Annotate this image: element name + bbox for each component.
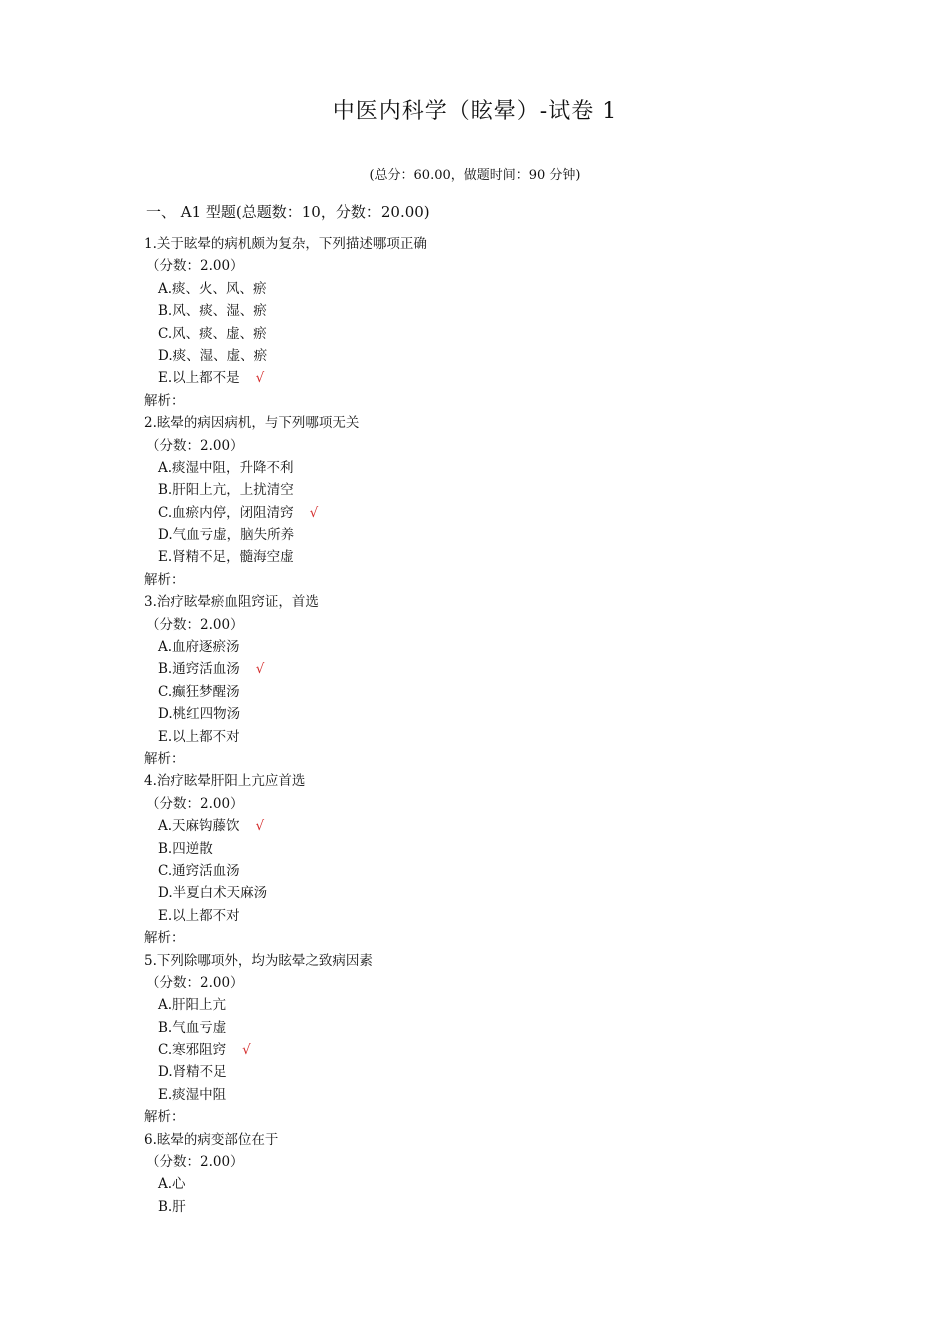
answer-option-text: C.寒邪阻窍 bbox=[158, 1042, 227, 1059]
answer-option bbox=[144, 726, 844, 748]
question-score: （分数：2.00） bbox=[146, 616, 244, 633]
answer-option-text: B.四逆散 bbox=[158, 840, 213, 857]
answer-option-text: E.以上都不对 bbox=[158, 728, 240, 745]
answer-option bbox=[144, 815, 844, 837]
answer-option bbox=[144, 882, 844, 904]
answer-option bbox=[144, 479, 844, 501]
answer-option bbox=[144, 323, 844, 345]
answer-option-text: A.痰、火、风、瘀 bbox=[158, 280, 267, 297]
answer-option-text: A.心 bbox=[158, 1176, 186, 1193]
question-score: （分数：2.00） bbox=[146, 258, 244, 275]
analysis-label: 解析： bbox=[144, 392, 185, 409]
correct-check-icon: √ bbox=[255, 370, 265, 387]
answer-option-text: D.半夏白术天麻汤 bbox=[158, 885, 268, 902]
answer-option-text: C.癫狂梦醒汤 bbox=[158, 683, 240, 700]
analysis-label: 解析： bbox=[144, 1109, 185, 1126]
answer-option bbox=[144, 524, 844, 546]
answer-option bbox=[144, 457, 844, 479]
answer-option bbox=[144, 838, 844, 860]
question-stem: 3.治疗眩晕瘀血阻窍证，首选 bbox=[144, 594, 319, 611]
answer-option-text: A.天麻钩藤饮 bbox=[158, 818, 240, 835]
answer-option bbox=[144, 905, 844, 927]
answer-option bbox=[144, 367, 844, 389]
answer-option bbox=[144, 658, 844, 680]
question-score: （分数：2.00） bbox=[146, 795, 244, 812]
answer-option-text: E.以上都不是 bbox=[158, 370, 240, 387]
question-score: （分数：2.00） bbox=[146, 437, 244, 454]
question-stem: 1.关于眩晕的病机颇为复杂，下列描述哪项正确 bbox=[144, 236, 427, 252]
answer-option-text: A.肝阳上亢 bbox=[158, 997, 227, 1014]
answer-option bbox=[144, 1084, 844, 1106]
answer-option-text: A.血府逐瘀汤 bbox=[158, 639, 240, 656]
answer-option-text: D.桃红四物汤 bbox=[158, 706, 241, 723]
answer-option bbox=[144, 345, 844, 367]
answer-option-text: B.气血亏虚 bbox=[158, 1019, 227, 1036]
answer-option bbox=[144, 860, 844, 882]
analysis-label: 解析： bbox=[144, 750, 185, 767]
answer-option bbox=[144, 1061, 844, 1083]
question-list bbox=[144, 233, 844, 1218]
answer-option bbox=[144, 636, 844, 658]
answer-option-text: D.痰、湿、虚、瘀 bbox=[158, 347, 268, 364]
answer-option-text: E.以上都不对 bbox=[158, 907, 240, 924]
page-title: 中医内科学（眩晕）-试卷 1 bbox=[332, 99, 618, 124]
answer-option-text: D.气血亏虚，脑失所养 bbox=[158, 527, 295, 544]
answer-option-text: B.肝 bbox=[158, 1198, 186, 1215]
correct-check-icon: √ bbox=[309, 504, 319, 521]
answer-option-text: B.肝阳上亢，上扰清空 bbox=[158, 482, 294, 499]
answer-option bbox=[144, 681, 844, 703]
answer-option bbox=[144, 1039, 844, 1061]
correct-check-icon: √ bbox=[255, 661, 265, 678]
question-score: （分数：2.00） bbox=[146, 974, 244, 991]
analysis-label: 解析： bbox=[144, 930, 185, 947]
answer-option-text: A.痰湿中阻，升降不利 bbox=[158, 459, 294, 476]
question-stem: 2.眩晕的病因病机，与下列哪项无关 bbox=[144, 415, 360, 432]
answer-option bbox=[144, 300, 844, 322]
answer-option-text: E.肾精不足，髓海空虚 bbox=[158, 549, 294, 566]
answer-option bbox=[144, 278, 844, 300]
question-block bbox=[144, 1129, 844, 1219]
question-block bbox=[144, 233, 844, 412]
question-block bbox=[144, 950, 844, 1129]
answer-option-text: E.痰湿中阻 bbox=[158, 1086, 227, 1103]
correct-check-icon: √ bbox=[255, 818, 265, 835]
answer-option bbox=[144, 994, 844, 1016]
exam-meta-text: (总分：60.00，做题时间：90 分钟) bbox=[369, 168, 581, 183]
answer-option bbox=[144, 703, 844, 725]
answer-option-text: B.通窍活血汤 bbox=[158, 661, 240, 678]
exam-meta bbox=[0, 164, 950, 183]
answer-option-text: C.血瘀内停，闭阻清窍 bbox=[158, 504, 294, 521]
correct-check-icon: √ bbox=[242, 1042, 251, 1059]
answer-option-text: C.风、痰、虚、瘀 bbox=[158, 325, 267, 342]
question-block bbox=[144, 412, 844, 591]
answer-option-text: D.肾精不足 bbox=[158, 1064, 227, 1081]
question-block bbox=[144, 770, 844, 949]
question-block bbox=[144, 591, 844, 770]
analysis-label: 解析： bbox=[144, 571, 185, 588]
answer-option bbox=[144, 1017, 844, 1039]
question-stem: 6.眩晕的病变部位在于 bbox=[144, 1131, 279, 1148]
answer-option bbox=[144, 1173, 844, 1195]
answer-option-text: B.风、痰、湿、瘀 bbox=[158, 303, 267, 320]
section-heading: 一、 A1 型题(总题数：10，分数：20.00) bbox=[146, 203, 430, 221]
answer-option bbox=[144, 546, 844, 568]
answer-option-text: C.通窍活血汤 bbox=[158, 862, 240, 879]
answer-option bbox=[144, 502, 844, 524]
question-score: （分数：2.00） bbox=[146, 1154, 244, 1171]
question-stem: 5.下列除哪项外，均为眩晕之致病因素 bbox=[144, 952, 373, 969]
answer-option bbox=[144, 1196, 844, 1218]
question-stem: 4.治疗眩晕肝阳上亢应首选 bbox=[144, 773, 306, 790]
